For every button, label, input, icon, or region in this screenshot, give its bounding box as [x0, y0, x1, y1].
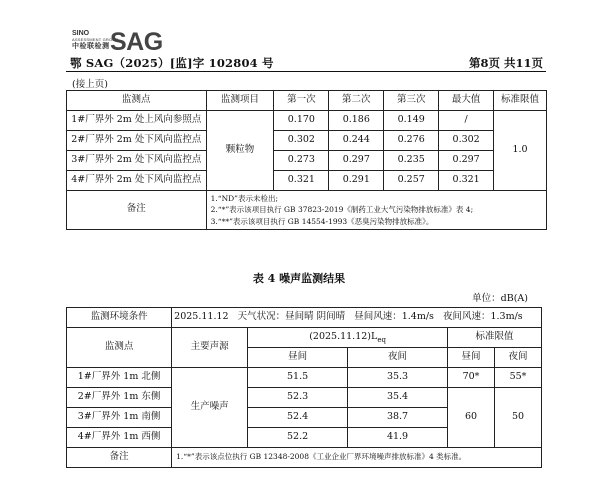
env-label: 监测环境条件 [67, 308, 172, 328]
value-cell: 0.244 [329, 131, 384, 151]
monitoring-point: 3#厂界外 2m 处下风向监控点 [67, 151, 207, 171]
remarks-label: 备注 [67, 448, 172, 468]
max-cell: 0.302 [439, 131, 494, 151]
day-value: 52.4 [248, 408, 348, 428]
continued-label: (接上页) [72, 79, 108, 90]
header-cell: 监测点 [67, 91, 207, 111]
monitoring-point: 2#厂界外 1m 东侧 [67, 388, 172, 408]
header-rule [66, 71, 546, 72]
value-cell: 0.321 [274, 171, 329, 191]
table-row [67, 111, 547, 131]
remarks-label: 备注 [67, 191, 207, 230]
remarks-row [67, 191, 547, 230]
monitoring-point: 4#厂界外 2m 处下风向监控点 [67, 171, 207, 191]
table-header-row [67, 91, 547, 111]
header-cell: 第二次 [329, 91, 384, 111]
table-row [67, 131, 547, 151]
header-cell: 监测项目 [206, 91, 274, 111]
remarks-row [67, 448, 542, 468]
value-cell: 0.149 [384, 111, 439, 131]
header-cell: 第三次 [384, 91, 439, 111]
header-cell: 昼间 [448, 348, 495, 368]
value-cell: 0.235 [384, 151, 439, 171]
env-weather: 天气状况：昼间晴 阴间晴 [237, 311, 346, 323]
value-cell: 0.297 [329, 151, 384, 171]
day-value: 52.2 [248, 428, 348, 448]
table-header-row [67, 328, 542, 348]
day-value: 51.5 [248, 368, 348, 388]
monitoring-point: 1#厂界外 1m 北侧 [67, 368, 172, 388]
limit-day: 60 [448, 388, 495, 448]
env-date: 2025.11.12 [174, 311, 229, 323]
header-cell: 最大值 [439, 91, 494, 111]
logo-group-text: ASSESSMENT GROUP [72, 37, 119, 42]
unit-label: 单位：dB(A) [472, 293, 528, 304]
value-cell: 0.302 [274, 131, 329, 151]
env-conditions [172, 308, 542, 328]
header-cell: 监测点 [67, 328, 172, 368]
env-night-wind: 夜间风速：1.3m/s [442, 311, 523, 323]
remark-line: 1.“ND”表示未检出; [210, 194, 279, 203]
monitoring-item: 颗粒物 [206, 111, 274, 191]
logo-sino-text: SINO [72, 30, 90, 37]
noise-table [66, 307, 542, 468]
night-value: 41.9 [348, 428, 448, 448]
table-row [67, 171, 547, 191]
monitoring-point: 1#厂界外 2m 处上风向参照点 [67, 111, 207, 131]
page-number: 第8页 共11页 [468, 56, 543, 70]
limit-night: 50 [494, 388, 541, 448]
header-cell: 标准限值 [494, 91, 547, 111]
value-cell: 0.170 [274, 111, 329, 131]
night-value: 38.7 [348, 408, 448, 428]
night-value: 35.3 [348, 368, 448, 388]
header-cell: 夜间 [348, 348, 448, 368]
value-cell: 0.186 [329, 111, 384, 131]
noise-table-title: 表 4 噪声监测结果 [252, 272, 346, 285]
limit-night: 55* [494, 368, 541, 388]
night-value: 35.4 [348, 388, 448, 408]
max-cell: / [439, 111, 494, 131]
noise-source: 生产噪声 [172, 368, 248, 448]
table-row [67, 151, 547, 171]
date-header: $(2025.11.12)L_{eq}$ [248, 328, 448, 348]
header-cell: 主要声源 [172, 328, 248, 368]
logo-sag-text: SAG [110, 28, 163, 56]
remarks-content: 1.“*”表示该点位执行 GB 12348-2008《工业企业厂界环境噪声排放标准》4 类标准。 [172, 448, 542, 468]
value-cell: 0.291 [329, 171, 384, 191]
table-row [67, 368, 542, 388]
monitoring-point: 2#厂界外 2m 处下风向监控点 [67, 131, 207, 151]
max-cell: 0.321 [439, 171, 494, 191]
limit-header: 标准限值 [448, 328, 542, 348]
value-cell: 0.257 [384, 171, 439, 191]
limit-day: 70* [448, 368, 495, 388]
table-row [67, 388, 542, 408]
logo-cn-text: 中检联检测 [72, 43, 110, 50]
remark-line: 2.“*”表示该项目执行 GB 37823-2019《制药工业大气污染物排放标准》表 4; [210, 205, 474, 215]
document-number: 鄂 SAG（2025）[监]字 102804 号 [70, 56, 274, 70]
header-cell: 昼间 [248, 348, 348, 368]
monitoring-point: 4#厂界外 1m 西侧 [67, 428, 172, 448]
particulate-table [66, 90, 547, 230]
day-value: 52.3 [248, 388, 348, 408]
header-cell: 第一次 [274, 91, 329, 111]
max-cell: 0.297 [439, 151, 494, 171]
header-cell: 夜间 [494, 348, 541, 368]
value-cell: 0.276 [384, 131, 439, 151]
env-day-wind: 昼间风速：1.4m/s [354, 311, 434, 323]
environment-row [67, 308, 542, 328]
value-cell: 0.273 [274, 151, 329, 171]
remark-line: 3.“**”表示该项目执行 GB 14554-1993《恶臭污染物排放标准》。 [210, 216, 434, 226]
remarks-content [206, 191, 546, 230]
limit-cell: 1.0 [494, 111, 547, 191]
monitoring-point: 3#厂界外 1m 南侧 [67, 408, 172, 428]
